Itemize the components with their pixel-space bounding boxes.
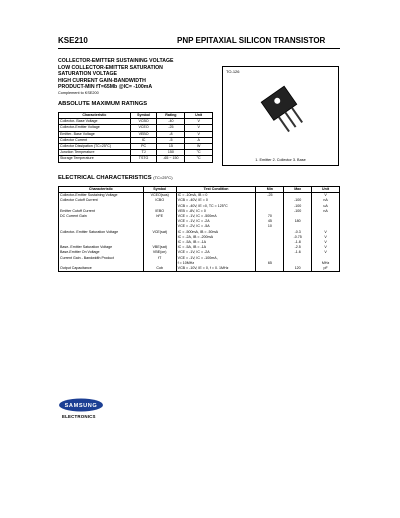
abs-max-table <box>58 112 213 163</box>
elec-heading-condition: (TC=25°C) <box>153 175 173 180</box>
table-cell: -100 <box>284 198 312 203</box>
table-cell: IEBO <box>143 209 176 214</box>
elec-heading <box>58 175 173 181</box>
column-header: Unit <box>312 187 340 193</box>
table-cell: ICBO <box>143 198 176 203</box>
column-header: Characteristic <box>59 113 131 119</box>
table-cell: Emitter- Base Voltage <box>59 131 131 137</box>
table-cell: VBE(on) <box>143 250 176 255</box>
table-cell: Emitter Cutoff Current <box>59 209 144 214</box>
table-cell: Current Gain - Bandwidth Product <box>59 256 144 261</box>
transistor-package-icon <box>255 81 311 137</box>
table-cell: f = 10MHz <box>176 261 256 266</box>
table-cell: °C <box>185 150 213 156</box>
table-cell: V <box>185 119 213 125</box>
table-cell: VEB = -8V, IC = 0 <box>176 209 256 214</box>
table-cell: VCB = -40V, IE =0, TC = 125°C <box>176 204 256 209</box>
column-header: Test Condition <box>176 187 256 193</box>
table-cell: 45 <box>256 219 284 224</box>
table-cell: VCBO <box>130 119 157 125</box>
table-cell: VCE = -1V, IC = -2A <box>176 250 256 255</box>
table-cell: IC = -5A, IB = -1A <box>176 245 256 250</box>
header-rule <box>58 48 340 49</box>
table-cell: 10 <box>256 224 284 229</box>
table-cell: Junction Temperature <box>59 150 131 156</box>
table-cell: V <box>312 230 340 235</box>
table-row <box>59 156 213 162</box>
table-cell: A <box>185 137 213 143</box>
feature-line: COLLECTOR-EMITTER SUSTAINING VOLTAGE <box>58 58 174 64</box>
table-cell: PC <box>130 144 157 150</box>
part-number: KSE210 <box>58 36 88 45</box>
table-cell: pF <box>312 266 340 272</box>
table-cell: -0.75 <box>284 235 312 240</box>
table-cell: Base-Emitter On Voltage <box>59 250 144 255</box>
table-cell: -100 <box>284 209 312 214</box>
table-cell: -25 <box>157 125 185 131</box>
column-header: Symbol <box>143 187 176 193</box>
table-cell: -8 <box>157 131 185 137</box>
column-header: Min <box>256 187 284 193</box>
table-cell: V <box>185 125 213 131</box>
table-cell: Cob <box>143 266 176 272</box>
feature-line: SATURATION VOLTAGE <box>58 71 117 77</box>
table-cell: V <box>312 193 340 199</box>
table-cell: °C <box>185 156 213 162</box>
table-row <box>59 266 340 272</box>
table-cell: V <box>312 250 340 255</box>
table-cell <box>256 266 284 272</box>
table-cell: DC Current Gain <box>59 214 144 219</box>
table-cell: 70 <box>256 214 284 219</box>
table-cell: Collector Current <box>59 137 131 143</box>
table-cell: Collector-Emitter Sustaining Voltage <box>59 193 144 199</box>
table-cell: VCB = -40V, IE = 0 <box>176 198 256 203</box>
logo-brand: SAMSUNG <box>64 403 98 409</box>
table-cell: V <box>312 240 340 245</box>
column-header: Max <box>284 187 312 193</box>
table-cell: V <box>185 131 213 137</box>
column-header: Characteristic <box>59 187 144 193</box>
table-cell: V <box>312 235 340 240</box>
logo-subtitle: ELECTRONICS <box>62 414 96 419</box>
table-cell: uA <box>312 204 340 209</box>
table-cell: IC = -2A, IB = -200mA <box>176 235 256 240</box>
table-cell: -100 <box>284 204 312 209</box>
column-header: Rating <box>157 113 185 119</box>
table-cell: Collector Cutoff Current <box>59 198 144 203</box>
table-cell: VBE(sat) <box>143 245 176 250</box>
table-cell: VCE = -2V, IC = -5A <box>176 224 256 229</box>
complement-note: Complement to KSE200 <box>58 91 99 95</box>
table-cell: V <box>312 245 340 250</box>
table-cell: VCEO <box>130 125 157 131</box>
table-cell: IC = -5A, IB = -1A <box>176 240 256 245</box>
table-cell: -40 <box>157 119 185 125</box>
table-cell: -5 <box>157 137 185 143</box>
table-cell: nA <box>312 198 340 203</box>
table-cell: Output Capacitance <box>59 266 144 272</box>
table-cell: -1.8 <box>284 240 312 245</box>
feature-line: HIGH CURRENT GAIN-BANDWIDTH <box>58 77 146 84</box>
table-cell: Collector Dissipation (TC=25°C) <box>59 144 131 150</box>
table-cell: 15 <box>157 144 185 150</box>
table-cell: fT <box>143 256 176 261</box>
column-header: Unit <box>185 113 213 119</box>
samsung-logo <box>58 398 104 412</box>
package-box <box>222 66 339 166</box>
table-cell: VEBO <box>130 131 157 137</box>
table-cell: -25 <box>256 193 284 199</box>
table-cell: Collector- Emitter Saturation Voltage <box>59 230 144 235</box>
table-cell: VCEO(sus) <box>143 193 176 199</box>
table-cell: 65 <box>256 261 284 266</box>
table-cell: -2.5 <box>284 245 312 250</box>
table-cell: 120 <box>284 266 312 272</box>
package-name: TO-126 <box>226 69 240 74</box>
table-cell: hFE <box>143 214 176 219</box>
table-cell: W <box>185 144 213 150</box>
abs-max-heading: ABSOLUTE MAXIMUM RATINGS <box>58 101 148 107</box>
column-header: Symbol <box>130 113 157 119</box>
table-cell: Storage Temperature <box>59 156 131 162</box>
table-cell: VCE = -1V, IC = -100mA, <box>176 256 256 261</box>
document-title: PNP EPITAXIAL SILICON TRANSISTOR <box>177 36 326 45</box>
table-cell: 180 <box>284 219 312 224</box>
table-cell: -65 ~ 150 <box>157 156 185 162</box>
pin-assignment: 1. Emitter 2. Collector 3. Base <box>255 158 306 162</box>
table-cell: VCE = -1V, IC = -2A <box>176 219 256 224</box>
table-cell: IC = -10mA, IB = 0 <box>176 193 256 199</box>
table-cell: -1.6 <box>284 250 312 255</box>
table-cell: IC = -500mA, IB = -50mA <box>176 230 256 235</box>
table-cell: Base- Emitter Saturation Voltage <box>59 245 144 250</box>
table-cell: VCE(sat) <box>143 230 176 235</box>
table-cell: Collector-Emitter Voltage <box>59 125 131 131</box>
table-cell: VCE = -1V, IC = -500mA <box>176 214 256 219</box>
table-cell: nA <box>312 209 340 214</box>
table-cell: Collector- Base Voltage <box>59 119 131 125</box>
table-cell: TSTG <box>130 156 157 162</box>
feature-line: PRODUCT-MIN fT=65Mb @IC= -100mA <box>58 84 153 90</box>
table-cell: VCB = -10V, IE = 0, f = 0. 1MHz <box>176 266 256 272</box>
elec-table <box>58 186 340 272</box>
table-cell: TJ <box>130 150 157 156</box>
feature-line: LOW COLLECTOR-EMITTER SATURATION <box>58 64 163 71</box>
table-cell: -0.3 <box>284 230 312 235</box>
elec-heading-text: ELECTRICAL CHARACTERISTICS <box>58 175 152 181</box>
table-cell: MHz <box>312 261 340 266</box>
table-cell: 150 <box>157 150 185 156</box>
table-cell: IC <box>130 137 157 143</box>
